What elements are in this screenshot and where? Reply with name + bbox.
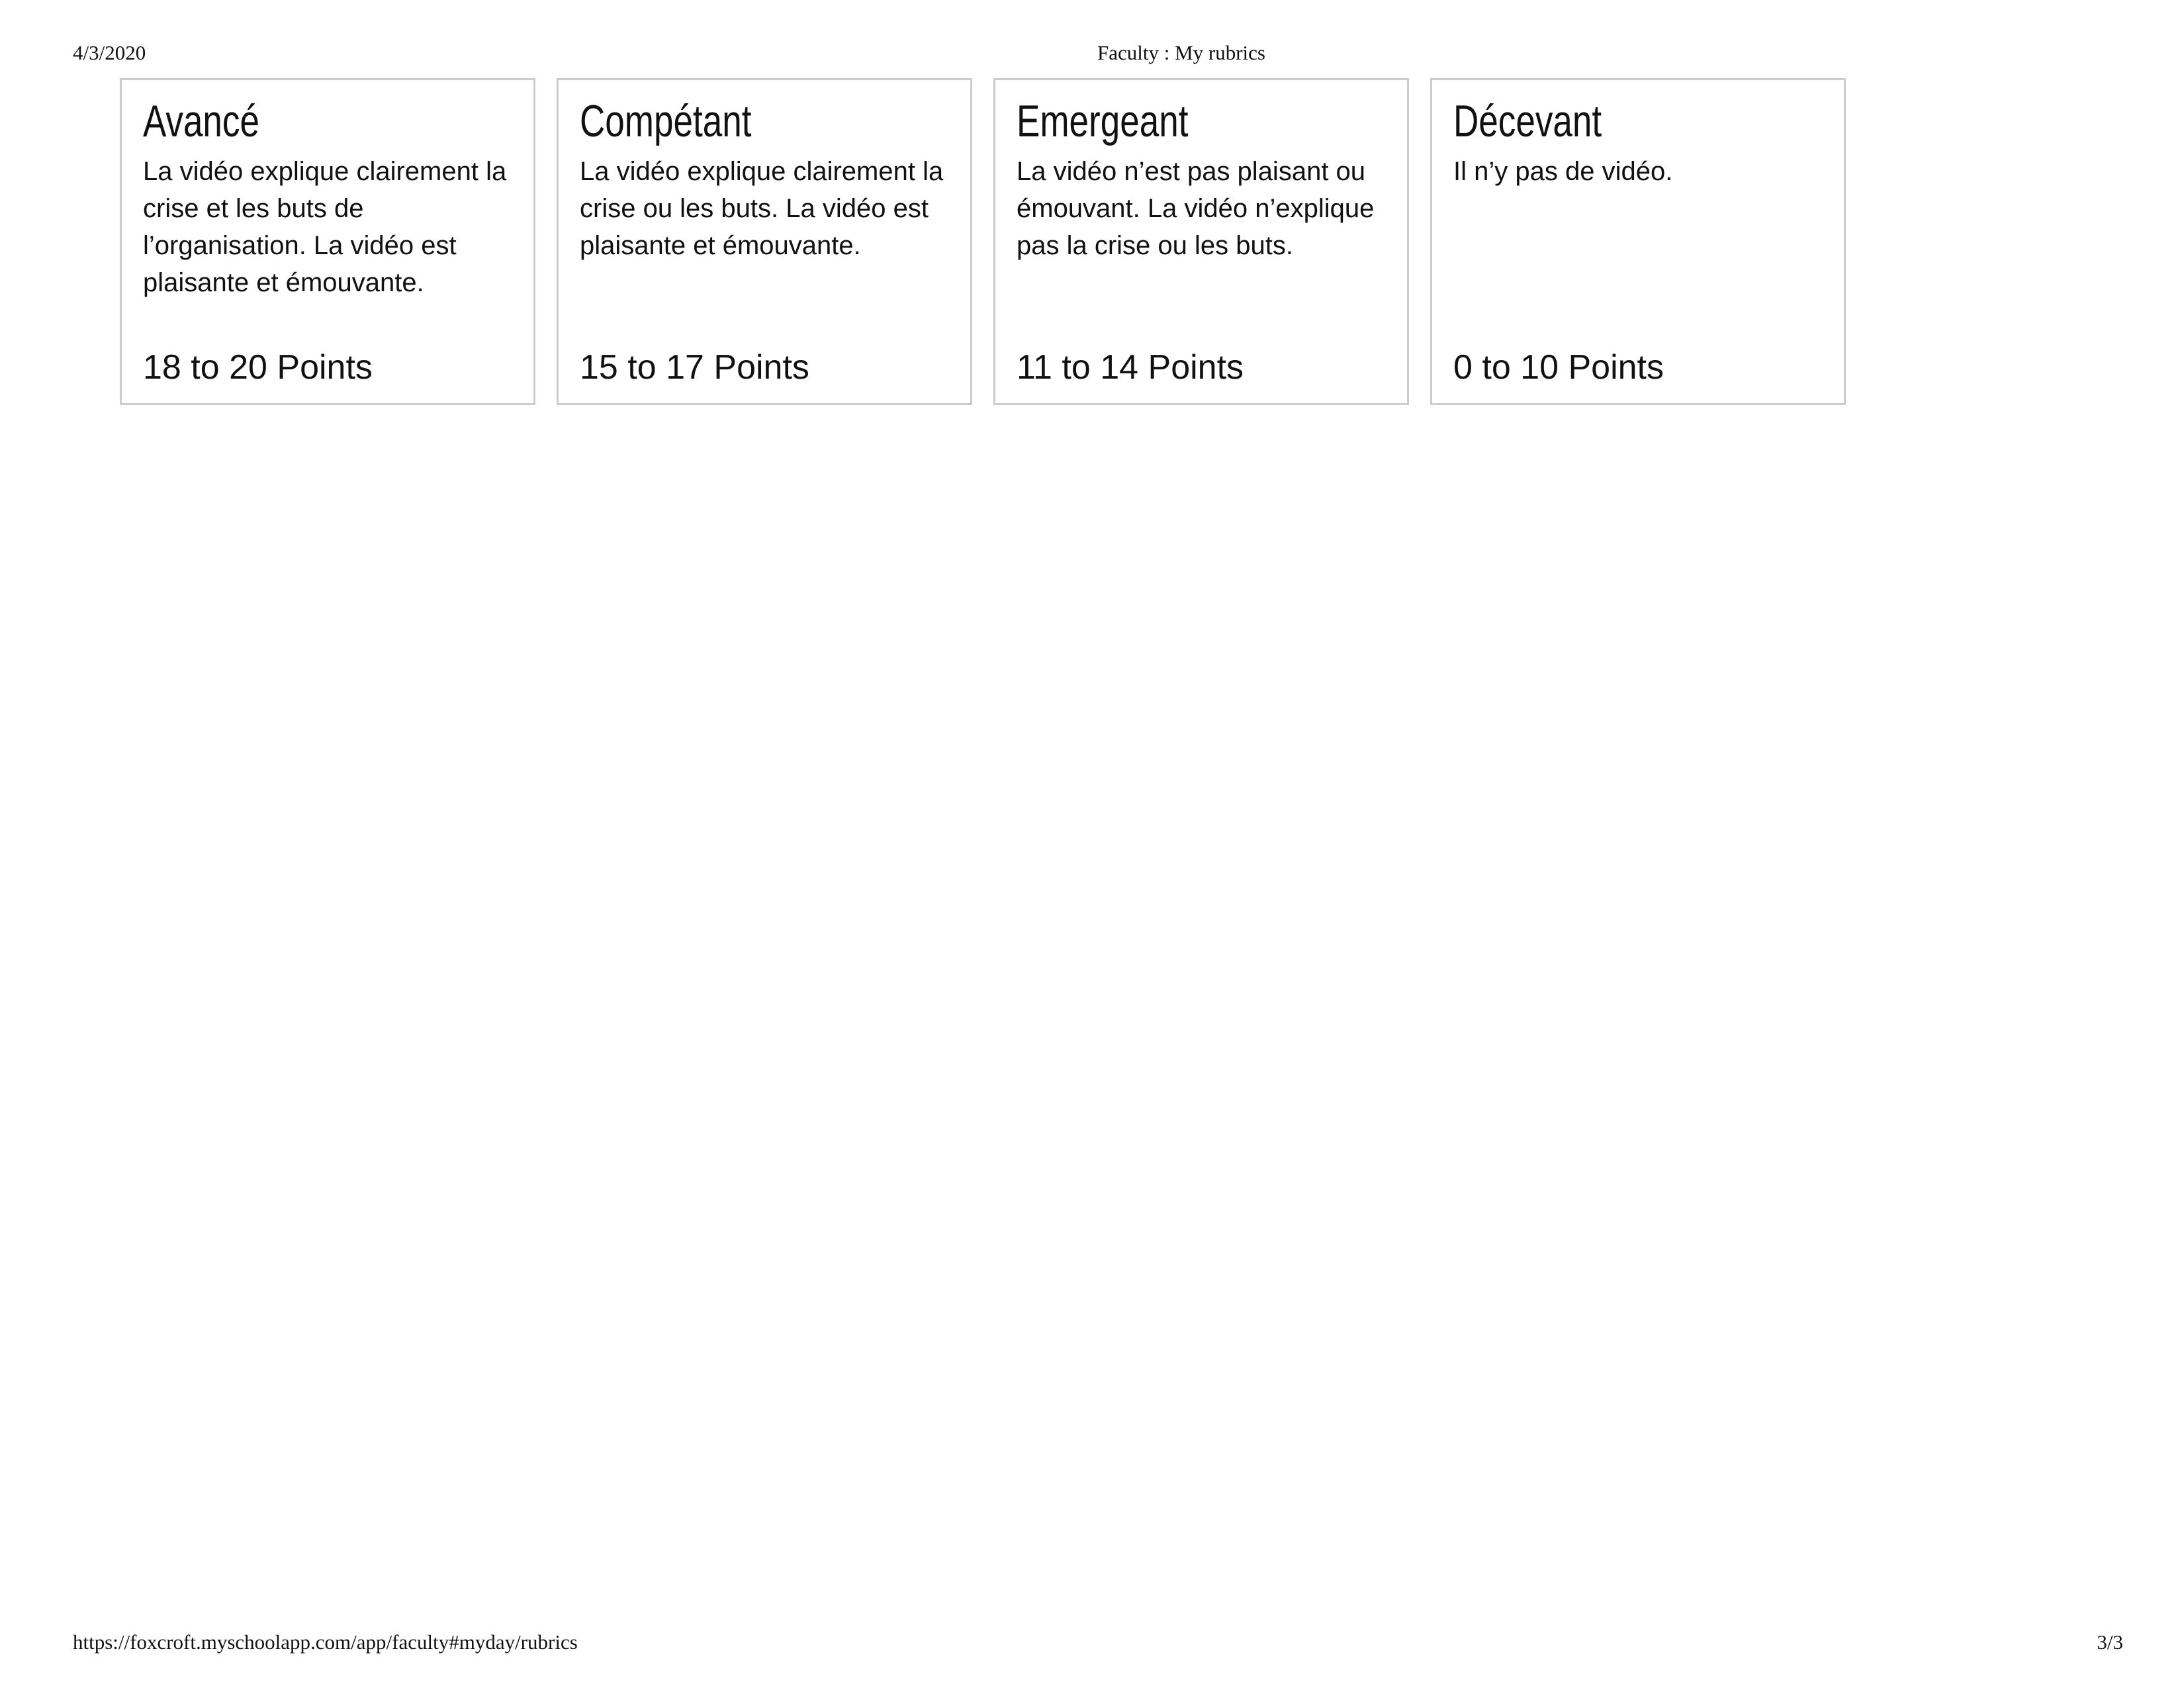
rubric-levels-row	[120, 78, 1846, 405]
level-description: La vidéo explique clairement la crise et les buts de l’organisation. La vidéo est plaisante et émouvante.	[143, 156, 507, 297]
level-description: La vidéo explique clairement la crise ou les buts. La vidéo est plaisante et émouvante.	[580, 156, 944, 260]
print-url: https://foxcroft.myschoolapp.com/app/faculty#myday/rubrics	[73, 1630, 578, 1654]
level-points: 0 to 10 Points	[1453, 348, 1664, 387]
print-page-number: 3/3	[2097, 1630, 2123, 1654]
print-page-title: Faculty : My rubrics	[1097, 41, 1265, 64]
rubric-level-card-decevant	[1430, 78, 1846, 405]
level-title: Avancé	[143, 96, 259, 146]
level-description: Il n’y pas de vidéo.	[1453, 156, 1673, 186]
level-points: 11 to 14 Points	[1017, 348, 1244, 387]
rubric-level-card-competant	[557, 78, 972, 405]
level-title: Décevant	[1453, 96, 1602, 146]
rubric-level-card-avance	[120, 78, 535, 405]
level-description: La vidéo n’est pas plaisant ou émouvant. La vidéo n’explique pas la crise ou les buts.	[1017, 156, 1375, 260]
level-title: Compétant	[580, 96, 752, 146]
level-points: 15 to 17 Points	[580, 348, 809, 387]
level-points: 18 to 20 Points	[143, 348, 373, 387]
level-title: Emergeant	[1017, 96, 1189, 146]
rubric-level-card-emergeant	[993, 78, 1409, 405]
print-date: 4/3/2020	[73, 41, 146, 64]
